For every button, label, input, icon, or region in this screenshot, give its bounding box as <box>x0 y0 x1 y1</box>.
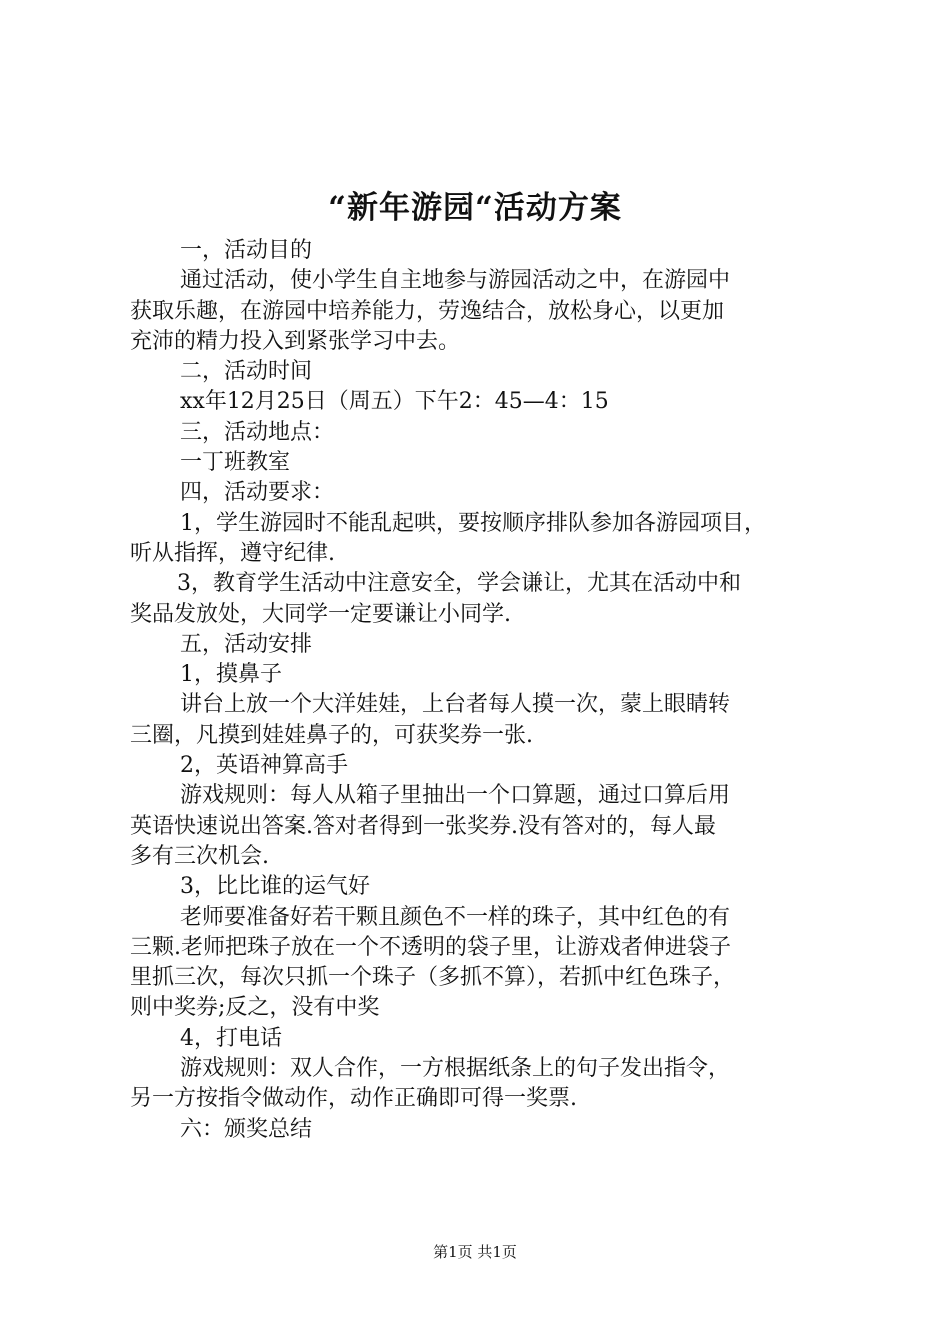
section-heading-arrangement: 五，活动安排 <box>180 631 313 657</box>
section-heading-time: 二，活动时间 <box>180 359 313 385</box>
section-heading-purpose: 一，活动目的 <box>180 238 313 263</box>
section-heading-summary: 六：颁奖总结 <box>180 1116 313 1142</box>
paragraph-line: 充沛的精力投入到紧张学习中去。 <box>130 328 461 354</box>
paragraph-line: xx年12月25日（周五）下午2：45—4：15 <box>180 389 609 415</box>
paragraph-line: 3，教育学生活动中注意安全，学会谦让，尤其在活动中和 <box>177 571 741 597</box>
document-title: “新年游园“活动方案 <box>328 190 622 226</box>
section-heading-requirements: 四，活动要求： <box>180 480 335 506</box>
subheading-line: 2，英语神算高手 <box>180 753 348 779</box>
paragraph-line: 老师要准备好若干颗且颜色不一样的珠子，其中红色的有 <box>180 904 731 930</box>
paragraph-line: 一丁班教室 <box>180 450 291 476</box>
paragraph-line: 三颗.老师把珠子放在一个不透明的袋子里，让游戏者伸进袋子 <box>130 934 731 960</box>
paragraph-line: 多有三次机会. <box>130 843 269 869</box>
paragraph-line: 里抓三次，每次只抓一个珠子（多抓不算），若抓中红色珠子， <box>130 965 736 991</box>
paragraph-line: 英语快速说出答案.答对者得到一张奖券.没有答对的，每人最 <box>130 813 716 839</box>
paragraph-line: 获取乐趣，在游园中培养能力，劳逸结合，放松身心，以更加 <box>130 298 725 324</box>
document-body <box>130 236 855 1145</box>
subheading-line: 3，比比谁的运气好 <box>180 874 370 900</box>
paragraph-line: 讲台上放一个大洋娃娃，上台者每人摸一次，蒙上眼睛转 <box>180 692 731 718</box>
subheading-line: 1，摸鼻子 <box>180 662 282 688</box>
paragraph-line: 三圈，凡摸到娃娃鼻子的，可获奖券一张. <box>130 722 533 748</box>
page-footer: 第1页 共1页 <box>433 1243 517 1261</box>
section-heading-location: 三，活动地点： <box>180 419 335 445</box>
paragraph-line: 听从指挥，遵守纪律. <box>130 540 335 566</box>
paragraph-line: 通过活动，使小学生自主地参与游园活动之中，在游园中 <box>180 268 731 294</box>
subheading-line: 4，打电话 <box>180 1025 282 1051</box>
paragraph-line: 奖品发放处，大同学一定要谦让小同学. <box>130 601 511 627</box>
paragraph-line: 游戏规则：每人从箱子里抽出一个口算题，通过口算后用 <box>180 783 731 809</box>
paragraph-line: 则中奖券;反之，没有中奖 <box>130 995 380 1021</box>
paragraph-line: 1，学生游园时不能乱起哄，要按顺序排队参加各游园项目， <box>180 510 766 536</box>
paragraph-line: 另一方按指令做动作，动作正确即可得一奖票. <box>130 1086 577 1112</box>
paragraph-line: 游戏规则：双人合作，一方根据纸条上的句子发出指令， <box>180 1056 731 1082</box>
